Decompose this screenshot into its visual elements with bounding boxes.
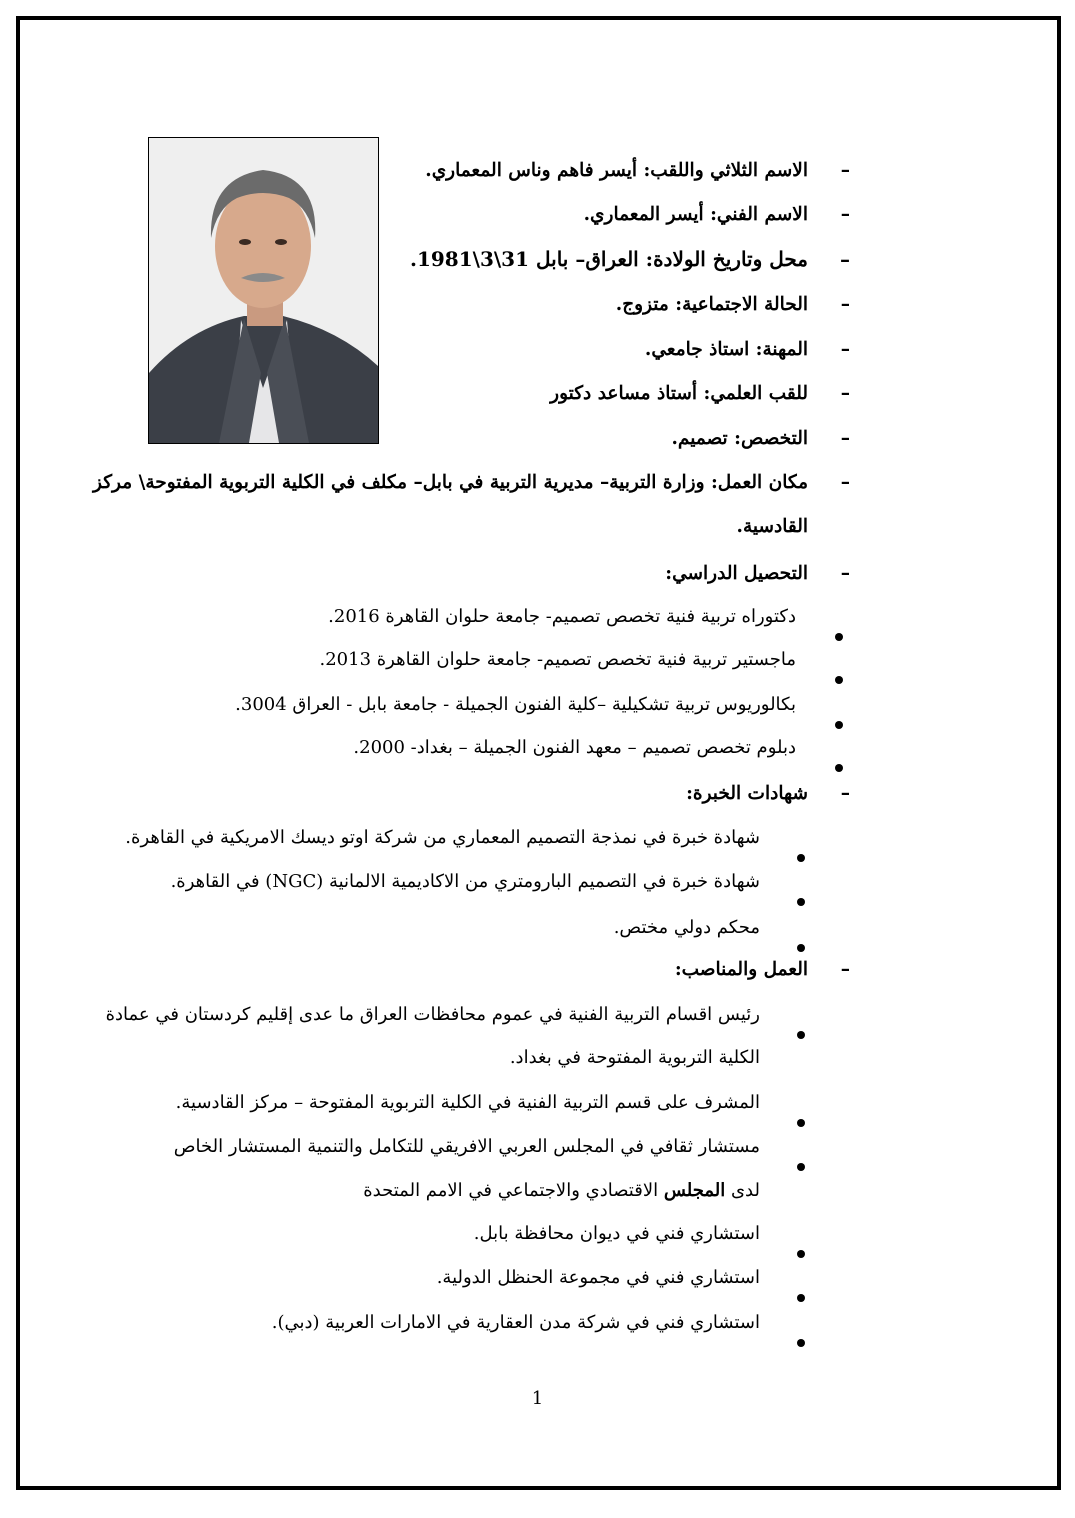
specialization-line: –التخصص: تصميم. xyxy=(671,424,850,454)
dash-bullet xyxy=(808,200,850,230)
dash-bullet xyxy=(808,468,850,498)
dash-bullet xyxy=(808,244,850,274)
work-heading: –العمل والمناصب: xyxy=(675,955,850,985)
dash-bullet xyxy=(808,290,850,320)
work-item: مستشار ثقافي في المجلس العربي الافريقي للتكامل والتنمية المستشار الخاص xyxy=(173,1136,760,1157)
workplace-line: –مكان العمل: وزارة التربية– مديرية التربية في بابل– مكلف في الكلية التربوية المفتوحة\ مركز xyxy=(93,468,850,498)
full-name-line: –الاسم الثلاثي واللقب: أيسر فاهم وناس المعماري. xyxy=(425,156,850,186)
dash-bullet xyxy=(808,379,850,409)
work-item: رئيس اقسام التربية الفنية في عموم محافظات العراق ما عدى إقليم كردستان في عمادة xyxy=(105,1004,760,1025)
dash-bullet xyxy=(808,559,850,589)
academic-title-line: –للقب العلمي: أستاذ مساعد دكتور xyxy=(550,379,850,409)
education-item: ماجستير تربية فنية تخصص تصميم- جامعة حلوان القاهرة 2013. xyxy=(319,649,796,670)
work-item: استشاري فني في مجموعة الحنظل الدولية. xyxy=(436,1267,760,1288)
dash-bullet xyxy=(808,955,850,985)
profession-line: –المهنة: استاذ جامعي. xyxy=(645,335,850,365)
work-item: المشرف على قسم التربية الفنية في الكلية التربوية المفتوحة – مركز القادسية. xyxy=(175,1092,760,1113)
work-item: استشاري فني في شركة مدن العقارية في الامارات العربية (دبي). xyxy=(271,1312,760,1333)
education-item: دبلوم تخصص تصميم – معهد الفنون الجميلة – بغداد- 2000. xyxy=(353,737,796,758)
work-item: استشاري فني في ديوان محافظة بابل. xyxy=(473,1223,760,1244)
page-number: 1 xyxy=(531,1388,544,1409)
marital-status-line: –الحالة الاجتماعية: متزوج. xyxy=(616,290,850,320)
dash-bullet xyxy=(808,424,850,454)
art-name-line: –الاسم الفني: أيسر المعماري. xyxy=(584,200,850,230)
birth-line: –محل وتاريخ الولادة: العراق– بابل 31\3\1981. xyxy=(410,244,850,274)
workplace-line-continued: القادسية. xyxy=(736,516,808,537)
dash-bullet xyxy=(808,779,850,809)
education-item: بكالوريوس تربية تشكيلية –كلية الفنون الجميلة - جامعة بابل - العراق 3004. xyxy=(235,694,796,715)
work-item-continued: لدى المجلس الاقتصادي والاجتماعي في الامم المتحدة xyxy=(363,1180,760,1201)
dash-bullet xyxy=(808,156,850,186)
certificates-heading: –شهادات الخبرة: xyxy=(686,779,850,809)
certificate-item: محكم دولي مختص. xyxy=(613,917,760,938)
work-item-continued: الكلية التربوية المفتوحة في بغداد. xyxy=(509,1047,760,1068)
certificate-item: شهادة خبرة في التصميم البارومتري من الاكاديمية الالمانية (NGC) في القاهرة. xyxy=(170,871,760,892)
certificate-item: شهادة خبرة في نمذجة التصميم المعماري من شركة اوتو ديسك الامريكية في القاهرة. xyxy=(125,827,760,848)
dash-bullet xyxy=(808,335,850,365)
education-heading: –التحصيل الدراسي: xyxy=(665,559,850,589)
education-item: دكتوراه تربية فنية تخصص تصميم- جامعة حلوان القاهرة 2016. xyxy=(328,606,796,627)
